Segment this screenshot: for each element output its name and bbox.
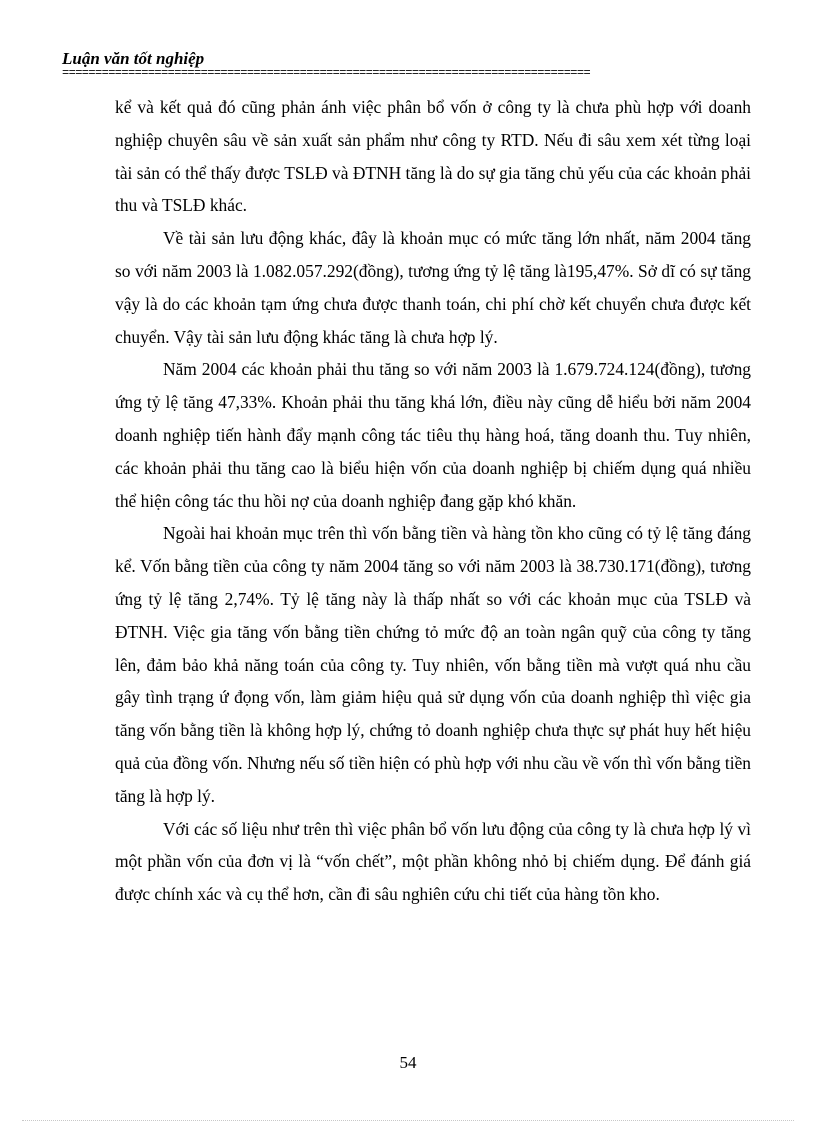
paragraph-2: Về tài sản lưu động khác, đây là khoản mục có mức tăng lớn nhất, năm 2004 tăng so với năm 2003 là 1.082.057.292(đồng), tương ứng tỷ lệ tăng là195,47%. Sở dĩ có sự tăng vậy là do các khoản tạm ứng chưa được thanh toán, chi phí chờ kết chuyển chưa được kết chuyển. Vậy tài sản lưu động khác tăng là chưa hợp lý. [115, 228, 751, 347]
header-title: Luận văn tốt nghiệp [62, 49, 205, 68]
paragraph-4: Ngoài hai khoản mục trên thì vốn bằng tiền và hàng tồn kho cũng có tỷ lệ tăng đáng kể. Vốn bằng tiền của công ty năm 2004 tăng so với năm 2003 là 38.730.171(đồng), tương ứng tỷ lệ tăng 2,74%. Tỷ lệ tăng này là thấp nhất so với các khoản mục của TSLĐ và ĐTNH. Việc gia tăng vốn bằng tiền chứng tỏ mức độ an toàn ngân quỹ của công ty tăng lên, đảm bảo khả năng toán của công ty. Tuy nhiên, vốn bằng tiền mà vượt quá nhu cầu gây tình trạng ứ đọng vốn, làm giảm hiệu quả sử dụng vốn của doanh nghiệp thì việc gia tăng vốn bằng tiền là không hợp lý, chứng tỏ doanh nghiệp chưa thực sự phát huy hết hiệu quả của đồng vốn. Nhưng nếu số tiền hiện có phù hợp với nhu cầu về vốn thì vốn bằng tiền tăng là hợp lý. [115, 523, 751, 806]
footer-rule [22, 1120, 794, 1121]
paragraph-1: kể và kết quả đó cũng phản ánh việc phân bổ vốn ở công ty là chưa phù hợp với doanh nghiệp chuyên sâu về sản xuất sản phẩm như công ty RTD. Nếu đi sâu xem xét từng loại tài sản có thể thấy được TSLĐ và ĐTNH tăng là do sự gia tăng chủ yếu của các khoản phải thu và TSLĐ khác. [115, 97, 751, 216]
page-number: 54 [399, 1053, 417, 1072]
body-text [115, 91, 751, 911]
paragraph-3: Năm 2004 các khoản phải thu tăng so với năm 2003 là 1.679.724.124(đồng), tương ứng tỷ lệ tăng 47,33%. Khoản phải thu tăng khá lớn, điều này cũng dễ hiểu bởi năm 2004 doanh nghiệp tiến hành đẩy mạnh công tác tiêu thụ hàng hoá, tăng doanh thu. Tuy nhiên, các khoản phải thu tăng cao là biểu hiện vốn của doanh nghiệp bị chiếm dụng quá nhiều thể hiện công tác thu hồi nợ của doanh nghiệp đang gặp khó khăn. [115, 359, 751, 511]
header-rule: ================================================================================ [62, 66, 591, 80]
paragraph-5: Với các số liệu như trên thì việc phân bổ vốn lưu động của công ty là chưa hợp lý vì một phần vốn của đơn vị là “vốn chết”, một phần không nhỏ bị chiếm dụng. Để đánh giá được chính xác và cụ thể hơn, cần đi sâu nghiên cứu chi tiết của hàng tồn kho. [115, 818, 751, 905]
